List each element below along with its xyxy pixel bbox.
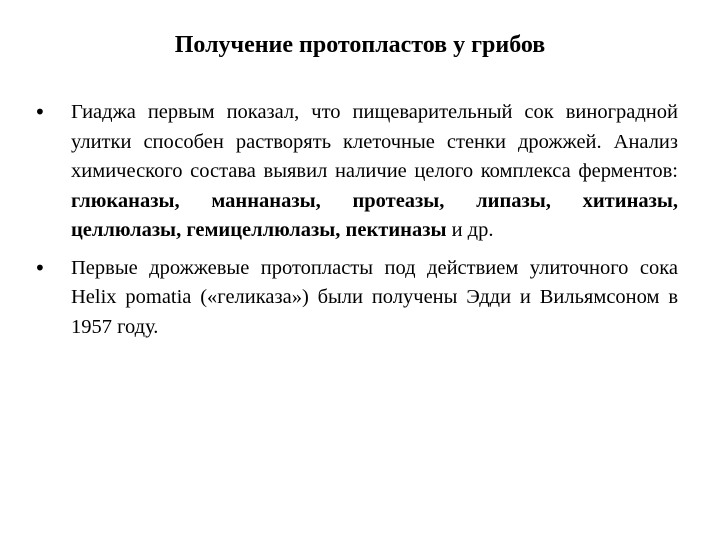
bullet-icon: • [34,100,46,124]
bullet-2-text: Первые дрожжевые протопласты под действием улиточного сока Helix pomatia («геликаза») были получены Эдди и Вильямсоном в 1957 году. [71,256,678,338]
bullet-list [34,98,678,350]
bullet-1-text-start: Гиаджа первым показал, что пищеварительный сок виноградной улитки способен растворять клеточные стенки дрожжей. Анализ химического состава выявил наличие целого комплекса ферментов: [71,101,678,182]
bullet-1-text-end: и др. [446,219,494,241]
slide-title: Получение протопластов у грибов [174,32,546,58]
enzyme-list: глюканазы, маннаназы, протеазы, липазы, хитиназы, целлюлазы, гемицеллюлазы, пектиназы [71,189,678,241]
bullet-item-2 [34,254,678,343]
bullet-icon: • [34,255,46,280]
bullet-item-1 [34,98,678,246]
